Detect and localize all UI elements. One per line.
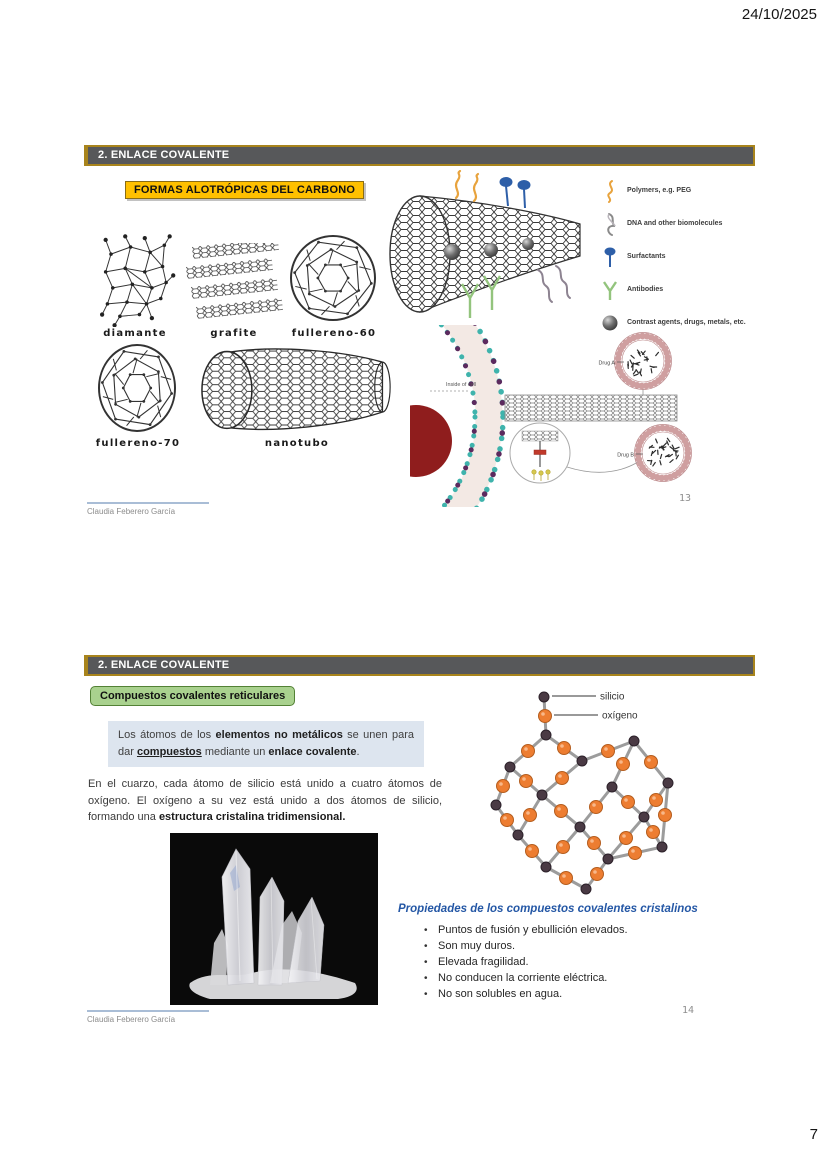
surfactant-icon bbox=[501, 178, 530, 208]
legend-item bbox=[600, 179, 772, 202]
para-bold: estructura cristalina tridimensional. bbox=[158, 811, 346, 823]
author-footer bbox=[87, 1010, 237, 1024]
nanotubo-image bbox=[194, 341, 400, 437]
slide-number: 14 bbox=[682, 1005, 695, 1016]
section-heading: Compuestos covalentes reticulares bbox=[90, 686, 295, 706]
slide-number: 13 bbox=[679, 493, 692, 504]
properties-list bbox=[424, 923, 724, 1003]
cell-nucleus bbox=[410, 405, 452, 477]
oxigeno-label: oxígeno bbox=[602, 710, 638, 722]
list-item: • Puntos de fusión y ebullición elevados. bbox=[424, 923, 724, 939]
grafite-image bbox=[184, 243, 284, 327]
grafite-figure bbox=[184, 243, 284, 339]
slide-title-bar bbox=[84, 145, 755, 166]
page-number: 7 bbox=[809, 1126, 818, 1143]
contrast-sphere-icon bbox=[444, 244, 460, 260]
fullereno60-figure bbox=[286, 231, 382, 339]
fullereno70-figure bbox=[94, 341, 182, 449]
list-item: • Son muy duros. bbox=[424, 939, 724, 955]
list-item: • No conducen la corriente eléctrica. bbox=[424, 971, 724, 987]
slide-title: 2. ENLACE COVALENTE bbox=[98, 149, 230, 161]
diamante-image bbox=[90, 231, 180, 327]
dna-icon bbox=[538, 266, 570, 302]
formas-heading: FORMAS ALOTRÓPICAS DEL CARBONO bbox=[125, 181, 364, 199]
polymer-icon bbox=[600, 179, 620, 203]
functionalized-nanotube-image bbox=[386, 170, 600, 332]
inside-of-cell-label: Inside of cell bbox=[446, 382, 476, 388]
author-footer bbox=[87, 502, 237, 516]
quartz-photo bbox=[170, 833, 378, 1005]
figure-caption: nanotubo bbox=[264, 438, 330, 449]
list-item: • No son solubles en agua. bbox=[424, 987, 724, 1003]
legend-item bbox=[600, 278, 772, 301]
footer-author: Claudia Feberero García bbox=[87, 1015, 176, 1024]
nanotubo-figure bbox=[194, 341, 400, 449]
contrast-sphere-icon bbox=[484, 243, 498, 257]
diamante-figure bbox=[90, 231, 180, 339]
footer-author: Claudia Feberero García bbox=[87, 507, 176, 516]
fullereno60-image bbox=[286, 231, 382, 327]
footer-divider bbox=[87, 502, 209, 504]
intro-bold: enlace covalente bbox=[268, 746, 357, 759]
intro-underlined: compuestos bbox=[136, 746, 202, 759]
silicio-label: silicio bbox=[600, 691, 625, 703]
legend-label: Antibodies bbox=[627, 286, 664, 293]
figure-caption: diamante bbox=[103, 328, 167, 339]
drug-b-label: Drug B bbox=[617, 452, 634, 459]
legend-label: Polymers, e.g. PEG bbox=[627, 187, 692, 194]
intro-text: se unen para dar bbox=[118, 729, 414, 759]
intro-text: mediante un bbox=[201, 746, 269, 759]
figure-caption: fullereno-70 bbox=[95, 438, 181, 449]
legend-label: DNA and other biomolecules bbox=[627, 220, 723, 227]
legend-label: Surfactants bbox=[627, 253, 666, 260]
list-item: • Elevada fragilidad. bbox=[424, 955, 724, 971]
antibody-icon bbox=[600, 278, 620, 302]
slide-14 bbox=[84, 655, 774, 1035]
polymer-icon bbox=[456, 171, 478, 201]
intro-text: . bbox=[356, 746, 360, 759]
intro-bold: elementos no metálicos bbox=[215, 729, 343, 741]
legend-item bbox=[600, 245, 772, 268]
surfactant-icon bbox=[600, 245, 620, 269]
silica-network-image bbox=[484, 683, 714, 898]
contrast-sphere-icon bbox=[522, 238, 534, 250]
slide-title-bar bbox=[84, 655, 755, 676]
properties-heading: Propiedades de los compuestos covalentes cristalinos bbox=[398, 903, 698, 915]
dna-icon bbox=[600, 212, 620, 236]
drug-a-label: Drug A bbox=[598, 360, 615, 367]
slide-13 bbox=[84, 145, 774, 525]
intro-text-box bbox=[108, 721, 424, 767]
fullereno70-image bbox=[94, 341, 182, 437]
quartz-paragraph bbox=[88, 776, 442, 826]
nanotube-legend bbox=[600, 179, 772, 334]
page-date: 24/10/2025 bbox=[741, 6, 817, 23]
drug-delivery-diagram bbox=[410, 325, 700, 507]
intro-text: Los átomos de los bbox=[118, 729, 216, 741]
legend-label: Contrast agents, drugs, metals, etc. bbox=[627, 319, 746, 326]
figure-caption: grafite bbox=[210, 328, 258, 339]
slide-title: 2. ENLACE COVALENTE bbox=[98, 659, 230, 671]
legend-item bbox=[600, 212, 772, 235]
nanotube-carrier bbox=[505, 395, 677, 421]
para-text: En el cuarzo, cada átomo de silicio está unido a cuatro átomos de oxígeno. El oxígeno a su vez está unido a dos átomos de silicio, formando una bbox=[88, 778, 442, 823]
figure-caption: fullereno-60 bbox=[291, 328, 377, 339]
footer-divider bbox=[87, 1010, 209, 1012]
